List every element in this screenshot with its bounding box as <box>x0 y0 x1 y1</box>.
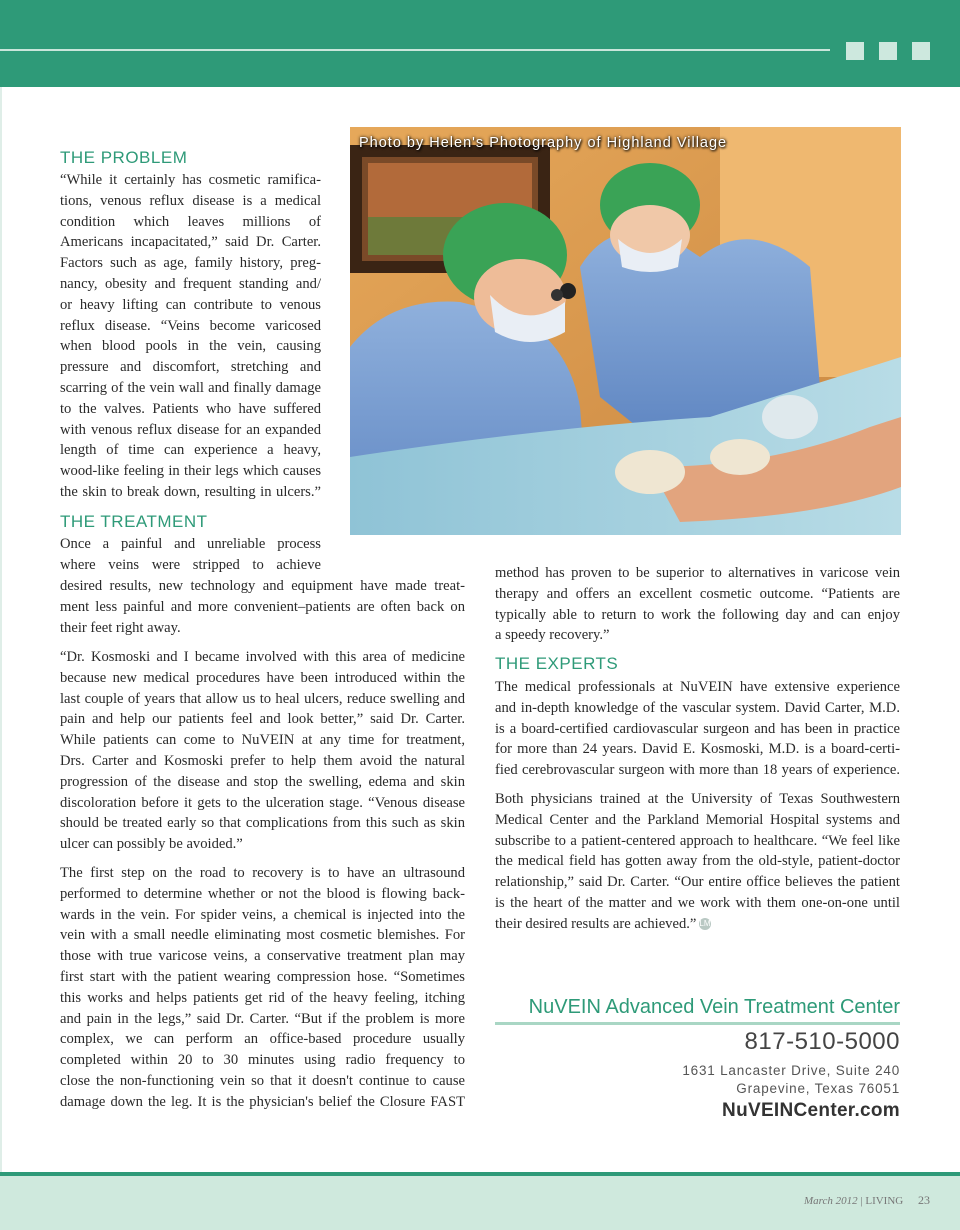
treatment-intro-wide <box>60 576 465 638</box>
phone-number: 817-510-5000 <box>744 1028 900 1055</box>
text-line: discoloration before it gets to the ulceration stage. “Venous disease <box>60 794 465 811</box>
text-line: nancy, obesity and frequent standing and/ <box>60 275 321 292</box>
text-line: Once a painful and unreliable process <box>60 536 321 552</box>
footer-issue: March 2012 <box>803 1195 858 1207</box>
text-line: therapy and offers an excellent cosmetic outcome. “Patients are <box>495 585 900 602</box>
treatment-paragraph-3 <box>60 863 465 1113</box>
text-line: length of time can experience a heavy, <box>60 442 321 459</box>
address-line-2: Grapevine, Texas 76051 <box>736 1081 900 1096</box>
text-line: typically able to return to work the following day and can enjoy <box>495 606 900 623</box>
text-line: Factors such as age, family history, preg- <box>60 255 321 272</box>
text-line: their feet right away. <box>60 619 181 636</box>
text-line: pain and help our patients feel and look better,” said Dr. Carter. <box>60 711 465 728</box>
footer-magazine: LIVING <box>865 1195 904 1207</box>
text-line: with venous reflux disease for an expanded <box>60 421 321 438</box>
text-line: is the heart of the matter and we work with them one-on-one until <box>495 894 900 911</box>
text-line: is a board-certified cardiovascular surgeon and has been in practice <box>495 720 900 737</box>
left-edge-rule <box>0 87 2 1172</box>
treatment-intro-narrow <box>60 534 321 576</box>
text-line: and in-depth knowledge of the vascular system. David Carter, M.D. <box>495 699 900 716</box>
treatment-continued <box>495 563 900 646</box>
text-line: The medical professionals at NuVEIN have extensive experience <box>495 679 900 695</box>
text-line: performed to determine whether or not the blood is flowing back- <box>60 885 465 902</box>
text-line: those with true varicose veins, a conservative treatment plan may <box>60 948 465 965</box>
text-line: subscribe to a patient-centered approach to healthcare. “We feel like <box>495 832 900 849</box>
text-line: tions, venous reflux disease is a medical <box>60 192 321 209</box>
text-line: condition which leaves millions of <box>60 213 321 230</box>
text-line: this works and helps patients get rid of the heavy feeling, itching <box>60 989 465 1006</box>
surgeons-photo-illustration <box>350 127 901 535</box>
top-banner-rule <box>0 49 830 51</box>
text-line: fied cerebrovascular surgeon with more than 18 years of experience. <box>495 762 900 779</box>
text-line: Drs. Carter and Kosmoski prefer to help them avoid the natural <box>60 752 465 769</box>
decor-square-1 <box>846 42 864 60</box>
text-line: relationship,” said Dr. Carter. “Our entire office believes the patient <box>495 874 900 891</box>
treatment-paragraph-2 <box>60 647 465 855</box>
text-line: damage down the leg. It is the physician's belief the Closure FAST <box>60 1093 465 1110</box>
treatment-heading: THE TREATMENT <box>60 512 208 531</box>
text-line: Medical Center and the Parkland Memorial Hospital systems and <box>495 811 900 828</box>
text-line: and pain in the legs,” said Dr. Carter. “But if the problem is more <box>60 1010 465 1027</box>
center-name: NuVEIN Advanced Vein Treatment Center <box>528 996 900 1018</box>
text-line: The first step on the road to recovery is to have an ultrasound <box>60 865 465 881</box>
text-line: or heavy lifting can contribute to venous <box>60 296 321 313</box>
text-line: Americans incapacitated,” said Dr. Carter. <box>60 234 321 251</box>
problem-paragraph <box>60 170 321 503</box>
text-line: scarring of the vein wall and finally damage <box>60 379 321 396</box>
text-line: wards in the vein. For spider veins, a chemical is injected into the <box>60 906 465 923</box>
text-line: “While it certainly has cosmetic ramifica- <box>60 172 321 188</box>
text-line: method has proven to be superior to alternatives in varicose vein <box>495 565 900 581</box>
text-line: Both physicians trained at the University of Texas Southwestern <box>495 791 900 807</box>
text-line: for more than 24 years. David E. Kosmoski, M.D. is a board-certi- <box>495 741 900 758</box>
address-line-1: 1631 Lancaster Drive, Suite 240 <box>682 1063 900 1078</box>
text-line: reflux disease. “Veins become varicosed <box>60 317 321 334</box>
footer-separator: | <box>860 1195 863 1207</box>
text-line: close the non-functioning vein so that it doesn't continue to cause <box>60 1072 465 1089</box>
surgeons-photo <box>350 127 901 535</box>
experts-paragraph-1 <box>495 677 900 781</box>
text-line: “Dr. Kosmoski and I became involved with this area of medicine <box>60 649 465 665</box>
decor-square-3 <box>912 42 930 60</box>
experts-heading: THE EXPERTS <box>495 654 619 673</box>
text-line: While patients can come to NuVEIN at any time for treatment, <box>60 732 465 749</box>
center-name-rule <box>495 1022 900 1025</box>
decor-square-2 <box>879 42 897 60</box>
text-line: desired results, new technology and equipment have made treat- <box>60 578 465 594</box>
text-line: the skin to break down, resulting in ulcers.” <box>60 483 321 500</box>
experts-paragraph-2 <box>495 789 900 935</box>
footer-folio <box>804 1193 930 1208</box>
text-line: completed within 20 to 30 minutes using radio frequency to <box>60 1052 465 1069</box>
problem-heading: THE PROBLEM <box>60 148 188 167</box>
text-line: the medical field has gotten away from the old-style, patient-doctor <box>495 853 900 870</box>
text-line: complex, we can perform an office-based procedure usually <box>60 1031 465 1048</box>
top-banner <box>0 0 960 87</box>
text-line: last couple of years that allow us to heal ulcers, reduce swelling and <box>60 690 465 707</box>
photo-credit: Photo by Helen's Photography of Highland Village <box>359 135 728 151</box>
text-line: a speedy recovery.” <box>495 627 610 644</box>
text-line: ulcer can possibly be avoided.” <box>60 836 243 853</box>
text-line: because new medical procedures have been introduced within the <box>60 669 465 686</box>
text-line: vein with a small needle eliminating most cosmetic blemishes. For <box>60 927 465 944</box>
text-line: where veins were stripped to achieve <box>60 556 321 573</box>
text-line: to the valves. Patients who have suffered <box>60 400 321 417</box>
text-line: progression of the disease and stop the swelling, edema and skin <box>60 773 465 790</box>
text-line: ment less painful and more convenient–patients are often back on <box>60 598 465 615</box>
text-line: should be treated early so that complications from this such as skin <box>60 815 465 832</box>
text-line: when blood pools in the vein, causing <box>60 338 321 355</box>
page-number: 23 <box>918 1193 930 1207</box>
text-line: their desired results are achieved.” LM <box>495 915 711 932</box>
text-line: first start with the patient wearing compression hose. “Sometimes <box>60 968 465 985</box>
text-line: pressure and discomfort, stretching and <box>60 359 321 376</box>
website-link[interactable]: NuVEINCenter.com <box>722 1100 900 1121</box>
text-line: wood-like feeling in their legs which causes <box>60 463 321 480</box>
end-mark-icon: LM <box>699 919 711 929</box>
